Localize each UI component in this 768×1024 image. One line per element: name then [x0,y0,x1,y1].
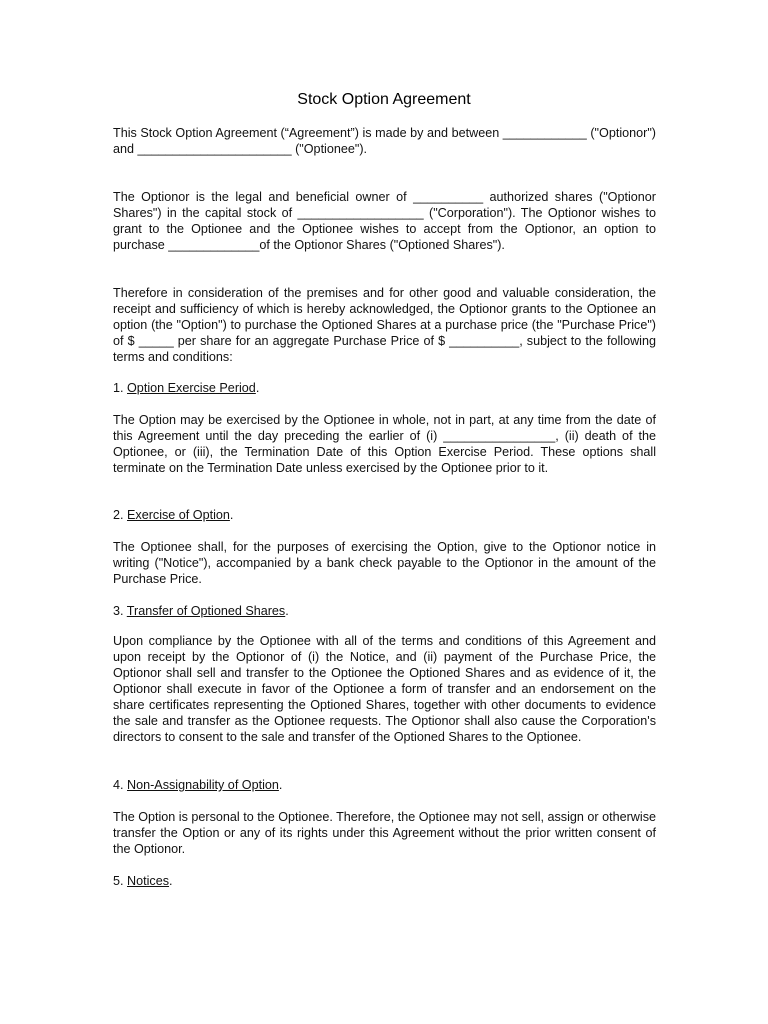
section-body-4: The Option is personal to the Optionee. Therefore, the Optionee may not sell, assign or otherwise transfer the Option or any of its rights under this Agreement without the prior written consent of the Optionor. [113,810,657,856]
intro-paragraph: This Stock Option Agreement (“Agreement”) is made by and between ____________ ("Optionor") and ______________________ ("Optionee"). [113,126,656,156]
section-heading-punct: . [255,381,260,395]
section-number: 1. [113,381,124,395]
section-heading-2 [113,507,233,523]
section-heading-3 [113,603,289,619]
section-heading-text: Non-Assignability of Option [127,778,279,792]
document-title: Stock Option Agreement [297,91,471,108]
section-number: 4. [113,778,124,792]
section-heading-punct: . [229,508,234,522]
section-heading-punct: . [169,874,173,888]
section-body-3: Upon compliance by the Optionee with all of the terms and conditions of this Agreement and upon receipt by the Optionor of (i) the Notice, and (ii) payment of the Purchase Price, the Optionor shall sell and transfer to the Optionee the Optioned Shares and as evidence of it, the Optionor shall execute in favor of the Optionee a form of transfer and an endorsement on the share certificates representing the Optioned Shares, together with other documents to evidence the sale and transfer as the Optionee requests. The Optionor shall also cause the Corporation's directors to consent to the sale and transfer of the Optioned Shares to the Optionee. [113,634,656,744]
section-number: 5. [113,874,124,888]
section-heading-punct: . [285,604,289,618]
section-heading-punct: . [278,778,283,792]
section-number: 3. [113,604,124,618]
recital-paragraph-1: The Optionor is the legal and beneficial owner of __________ authorized shares ("Optionor Shares") in the capital stock of __________________ ("Corporation"). The Optionor wishes to grant to the Optionee and the Optionee wishes to accept from the Optionor, an option to purchase _____________of the Optionor Shares ("Optioned Shares"). [113,190,656,252]
section-number: 2. [113,508,124,522]
section-heading-5 [113,873,173,889]
recital-paragraph-2: Therefore in consideration of the premises and for other good and valuable consideration, the receipt and sufficiency of which is hereby acknowledged, the Optionor grants to the Optionee an option (the "Option") to purchase the Optioned Shares at a purchase price (the "Purchase Price") of $ _____ per share for an aggregate Purchase Price of $ __________, subject to the following terms and conditions: [113,286,656,364]
section-heading-text: Notices [127,874,170,888]
section-body-2: The Optionee shall, for the purposes of exercising the Option, give to the Optionor notice in writing ("Notice"), accompanied by a bank check payable to the Optionor in the amount of the Purchase Price. [113,540,656,586]
section-heading-text: Exercise of Option [127,508,230,522]
section-heading-4 [113,777,282,793]
section-heading-text: Transfer of Optioned Shares [126,604,286,618]
section-heading-text: Option Exercise Period [127,381,256,395]
section-heading-1 [113,380,259,396]
section-body-1: The Option may be exercised by the Optionee in whole, not in part, at any time from the date of this Agreement until the day preceding the earlier of (i) ________________, (ii) death of the Optionee, or (iii), the Termination Date of this Option Exercise Period. These options shall terminate on the Termination Date unless exercised by the Optionee prior to it. [113,413,656,475]
